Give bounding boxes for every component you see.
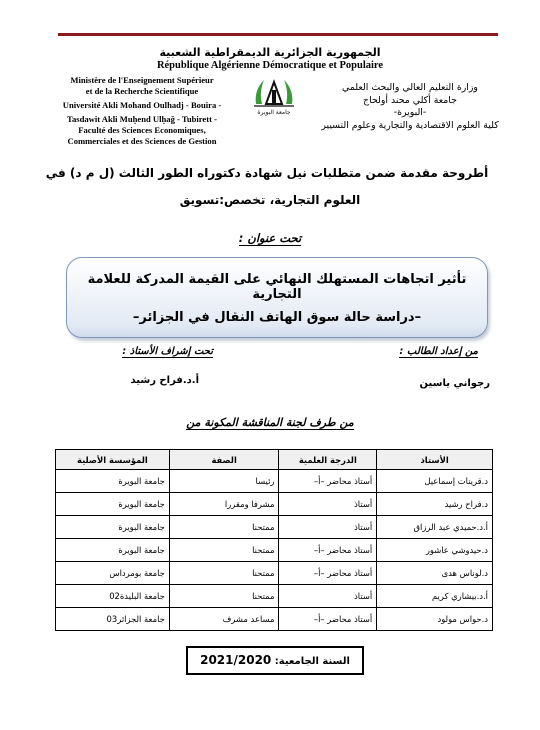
republic-french: République Algérienne Démocratique et Populaire	[156, 60, 384, 71]
table-header-row	[56, 450, 493, 470]
col-header-institution: المؤسسة الأصلية	[56, 450, 170, 470]
cell-degree: أستاذ محاضر –أ–	[279, 470, 377, 493]
faculty-fr-line-1: Faculté des Sciences Economiques,	[78, 125, 206, 135]
cell-degree: أستاذ محاضر –أ–	[279, 562, 377, 585]
under-title-label: تحت عنوان :	[238, 231, 302, 245]
cell-institution: جامعة البويرة	[56, 470, 170, 493]
cell-role: ممتحنا	[169, 562, 279, 585]
cell-name: د.فراح رشيد	[377, 493, 493, 516]
cell-degree: أستاذ	[279, 493, 377, 516]
cell-name: أ.د.حميدي عبد الرزاق	[377, 516, 493, 539]
cell-role: مساعد مشرف	[169, 608, 279, 631]
cell-degree: أستاذ	[279, 585, 377, 608]
ministry-fr-line-1: Ministère de l'Enseignement Supérieur	[70, 75, 214, 85]
academic-year-value: 2021/2020	[200, 653, 272, 667]
cell-name: أ.د.بيشاري كريم	[377, 585, 493, 608]
cell-name: د.قرينات إسماعيل	[377, 470, 493, 493]
committee-label: من طرف لجنة المناقشة المكونة من	[186, 416, 354, 429]
table-row	[56, 470, 493, 493]
thesis-subtitle: –دراسة حالة سوق الهاتف النقال في الجزائر–	[132, 310, 422, 325]
academic-year-box	[186, 646, 364, 675]
university-logo	[250, 72, 298, 116]
institution-arabic	[318, 82, 502, 132]
table-row	[56, 493, 493, 516]
thesis-intro-line-1: أطروحة مقدمة ضمن متطلبات نيل شهادة دكتوراه الطور الثالث (ل م د) في	[45, 166, 489, 180]
table-row	[56, 585, 493, 608]
cell-degree: أستاذ محاضر –أ–	[279, 608, 377, 631]
cell-institution: جامعة الجزائر03	[56, 608, 170, 631]
cell-degree: أستاذ محاضر –أ–	[279, 539, 377, 562]
col-header-degree: الدرجة العلمية	[279, 450, 377, 470]
committee-table	[55, 449, 493, 631]
ministry-ar: وزارة التعليم العالي والبحث العلمي	[342, 82, 478, 93]
cell-institution: جامعة البويرة	[56, 539, 170, 562]
cell-institution: جامعة البويرة	[56, 516, 170, 539]
cell-institution: جامعة البليدة02	[56, 585, 170, 608]
table-row	[56, 539, 493, 562]
cell-name: د.لوناس هدى	[377, 562, 493, 585]
cell-institution: جامعة بومرداس	[56, 562, 170, 585]
ministry-fr-line-2: et de la Recherche Scientifique	[85, 86, 199, 96]
thesis-intro-line-2: العلوم التجارية، تخصص:تسويق	[179, 193, 361, 207]
table-row	[56, 562, 493, 585]
cell-institution: جامعة البويرة	[56, 493, 170, 516]
university-ar-line-2: -البويرة-	[393, 107, 427, 118]
cell-role: ممتحنا	[169, 516, 279, 539]
university-fr-line-1: Université Akli Mohand Oulhadj - Bouira -	[62, 100, 222, 110]
supervisor-name: أ.د.فراح رشيد	[130, 375, 199, 386]
thesis-title-box	[66, 257, 488, 338]
republic-arabic: الجمهورية الجزائرية الديمقراطية الشعبية	[159, 46, 381, 59]
academic-year-label: السنة الجامعية:	[274, 656, 350, 667]
faculty-fr-line-2: Commerciales et des Sciences de Gestion	[67, 136, 217, 146]
table-row	[56, 608, 493, 631]
cell-role: رئيسا	[169, 470, 279, 493]
col-header-role: الصفة	[169, 450, 279, 470]
cell-name: د.حواس مولود	[377, 608, 493, 631]
cell-role: مشرفا ومقررا	[169, 493, 279, 516]
institution-french	[52, 75, 232, 147]
thesis-title: تأثير اتجاهات المستهلك النهائي على القيمة المدركة للعلامة التجارية	[87, 272, 467, 302]
col-header-name: الأستاذ	[377, 450, 493, 470]
header-rule	[58, 33, 498, 36]
student-name: رجواني ياسين	[419, 378, 490, 389]
cell-role: ممتحنا	[169, 585, 279, 608]
table-row	[56, 516, 493, 539]
faculty-ar: كلية العلوم الاقتصادية والتجارية وعلوم التسيير	[321, 119, 499, 131]
supervisor-label: تحت إشراف الأستاذ :	[122, 346, 213, 357]
cell-role: ممتحنا	[169, 539, 279, 562]
logo-caption: جامعة البويرة	[257, 109, 291, 116]
cell-degree: أستاذ	[279, 516, 377, 539]
university-fr-line-2: Tasdawit Akli Muḥend Ulḥağ - Tubirett -	[67, 114, 217, 124]
cell-name: د.حيدوشي عاشور	[377, 539, 493, 562]
student-label: من إعداد الطالب :	[399, 346, 478, 357]
university-ar-line-1: جامعة أكلي محند أولحاج	[363, 94, 457, 106]
